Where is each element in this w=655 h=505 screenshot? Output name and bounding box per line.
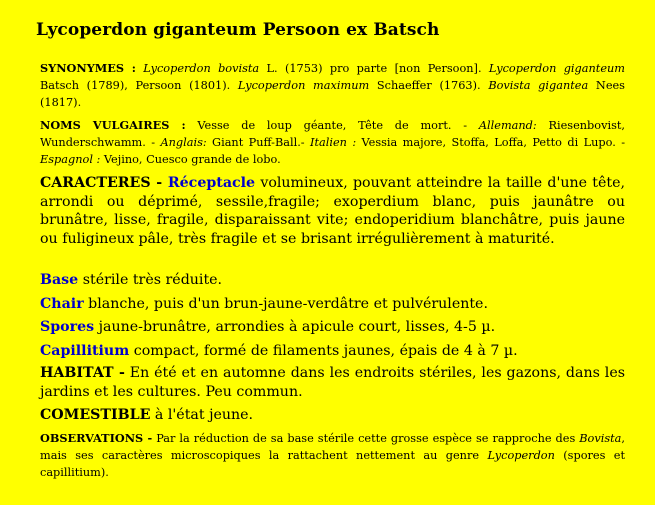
base-paragraph [40, 271, 625, 290]
chair-paragraph [40, 295, 625, 314]
base-description: stérile très réduite. [78, 272, 223, 288]
language-label: Espagnol : [40, 153, 101, 166]
genus-name: Lycoperdon [487, 449, 555, 462]
common-names-text: Riesenbovist, Wunderschwamm. - [40, 119, 626, 149]
base-term: Base [40, 272, 79, 288]
common-names-text: Vessia majore, Stoffa, Loffa, Petto di Lupo. - [356, 136, 626, 149]
noms-vulgaires-label: NOMS VULGAIRES : [40, 118, 186, 132]
capillitium-paragraph [40, 342, 625, 361]
synonymes-label: SYNONYMES : [40, 61, 136, 75]
comestible-paragraph [40, 406, 625, 425]
synonym-name: Lycoperdon giganteum [488, 62, 625, 75]
habitat-description: En été et en automne dans les endroits stériles, les gazons, dans les jardins et les cultures. Peu commun. [40, 365, 625, 400]
synonym-citation: Nees (1817). [40, 79, 625, 109]
synonym-name: Lycoperdon maximum [237, 79, 370, 92]
habitat-paragraph [40, 364, 625, 401]
observations-text: (spores et capillitium). [40, 449, 625, 479]
noms-vulgaires-paragraph [40, 117, 625, 168]
receptacle-description: volumineux, pouvant atteindre la taille d'une tête, arrondi ou déprimé, sessile,fragile; exoperdium blanc, puis jaunâtre ou brunâtre, lisse, fragile, disparaissant vite; endoperidium blanchâtre, puis jaune ou fuligineux pâle, très fragile et se brisant irrégulièrement à maturité. [40, 175, 625, 248]
language-label: Allemand: [478, 119, 537, 132]
synonymes-paragraph [40, 60, 625, 111]
common-names-text: Vejino, Cuesco grande de lobo. [100, 153, 281, 166]
language-label: Anglais: [160, 136, 207, 149]
synonym-citation: L. (1753) pro parte [non Persoon]. [259, 62, 489, 75]
page-title: Lycoperdon giganteum Persoon ex Batsch [36, 20, 440, 40]
caracteres-label: CARACTERES - [40, 175, 168, 191]
common-names-text: Giant Puff-Ball.- [206, 136, 311, 149]
genus-name: Bovista [579, 432, 622, 445]
observations-label: OBSERVATIONS - [40, 431, 153, 445]
spores-description: jaune-brunâtre, arrondies à apicule court, lisses, 4-5 µ. [94, 319, 496, 335]
caracteres-paragraph [40, 174, 625, 249]
observations-text: , mais ses caractères microscopiques la rattachent nettement au genre [40, 432, 625, 462]
receptacle-term: Réceptacle [167, 175, 256, 191]
capillitium-term: Capillitium [40, 343, 130, 359]
spores-paragraph [40, 318, 625, 337]
synonym-name: Lycoperdon bovista [143, 62, 260, 75]
habitat-label: HABITAT - [40, 365, 125, 381]
synonym-citation: Schaeffer (1763). [369, 79, 489, 92]
comestible-label: COMESTIBLE [40, 407, 151, 423]
common-names-text: Vesse de loup géante, Tête de mort. - [185, 119, 479, 132]
synonym-citation: Batsch (1789), Persoon (1801). [40, 79, 238, 92]
synonym-name: Bovista gigantea [488, 79, 589, 92]
capillitium-description: compact, formé de filaments jaunes, épais de 4 à 7 µ. [129, 343, 518, 359]
language-label: Italien : [310, 136, 357, 149]
observations-paragraph [40, 430, 625, 481]
chair-term: Chair [40, 296, 84, 312]
spores-term: Spores [40, 319, 95, 335]
chair-description: blanche, puis d'un brun-jaune-verdâtre et pulvérulente. [83, 296, 488, 312]
comestible-description: à l'état jeune. [150, 407, 254, 423]
observations-text: Par la réduction de sa base stérile cette grosse espèce se rapproche des [152, 432, 580, 445]
